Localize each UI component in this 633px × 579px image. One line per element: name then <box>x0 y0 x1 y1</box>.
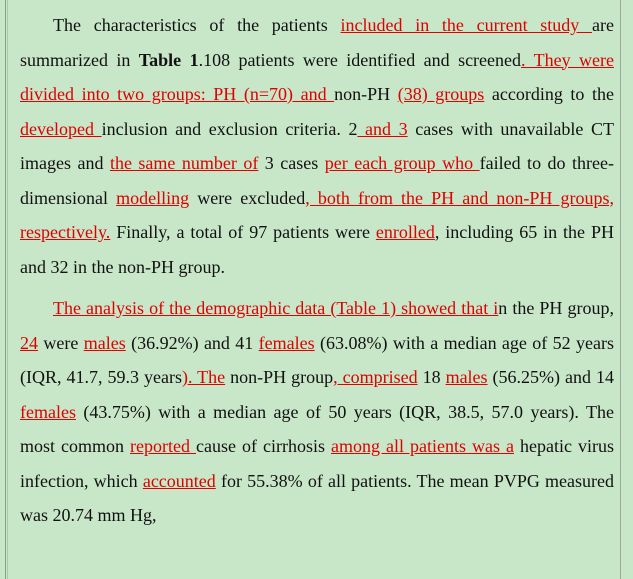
text-run: 18 <box>417 367 446 387</box>
paragraph-1[interactable] <box>20 8 614 284</box>
text-run: Finally, a total of 97 patients were <box>110 222 376 242</box>
text-run: (36.92%) and 41 <box>125 332 259 353</box>
text-run: and 32 <box>20 256 73 277</box>
tracked-insertion: 24 <box>20 332 38 353</box>
tracked-insertion: males <box>83 332 126 353</box>
tracked-insertion: , both from the PH and non-PH groups, respectively. <box>20 187 614 242</box>
tracked-insertion: the same number of <box>109 153 259 173</box>
paragraph-2[interactable] <box>20 291 614 533</box>
bold-reference: Table 1 <box>138 49 199 70</box>
comment-margin-line <box>620 0 621 579</box>
text-run: (56.25%) and 14 <box>487 367 615 387</box>
text-run: were excluded <box>189 187 306 208</box>
text-run: non-PH <box>334 84 398 104</box>
text-run: are summarized in <box>20 15 615 70</box>
text-run: n the PH group, <box>498 298 615 318</box>
margin-line <box>7 0 8 579</box>
text-run: The <box>53 15 81 35</box>
text-run: 108 patients were identified and screened <box>203 49 522 70</box>
text-run: 2 <box>348 118 358 139</box>
text-run: cases with unavailable CT images and <box>20 118 614 173</box>
tracked-insertion: The analysis of the demographic data (Table 1) showed that i <box>53 298 499 318</box>
tracked-insertion: per each group who <box>324 153 480 173</box>
text-run: in the non-PH group. <box>73 256 225 277</box>
tracked-insertion: enrolled <box>375 222 435 242</box>
tracked-insertion: and 3 <box>357 118 408 139</box>
tracked-insertion: females <box>258 332 315 353</box>
document-body[interactable] <box>20 8 614 533</box>
tracked-insertion: ). The <box>181 367 226 387</box>
text-run: (43.75%) with a median age of 50 years (IQR, 38.5, 57.0 years). The most common <box>20 401 614 456</box>
text-run: 3 cases <box>258 153 325 173</box>
tracked-insertion: modelling <box>116 187 190 208</box>
text-run: was 20.74 mm Hg, <box>20 505 157 525</box>
text-run: non-PH group <box>225 367 334 387</box>
text-run: inclusion and exclusion criteria. <box>101 118 349 139</box>
tracked-insertion: males <box>445 367 488 387</box>
tracked-insertion: (38) groups <box>397 84 485 104</box>
text-run: in the PH <box>543 222 614 242</box>
text-run: the patients <box>237 15 341 35</box>
tracked-insertion: . They were divided into two groups: PH (n=70) and <box>20 49 614 104</box>
text-run: hepatic virus infection, which <box>20 436 615 491</box>
tracked-insertion: among all patients was a <box>331 436 515 456</box>
tracked-insertion: included in the current study <box>340 15 593 35</box>
change-bar <box>5 0 6 579</box>
text-run: for 55.38% of all patients. The mean PVPG measured <box>215 470 614 491</box>
tracked-insertion: females <box>20 401 76 422</box>
tracked-insertion: , comprised <box>333 367 418 387</box>
text-run: were <box>38 332 84 353</box>
text-run: (63.08%) with a median age of 52 years (IQR, 41.7, 59.3 years <box>20 332 614 387</box>
text-run: according to the <box>484 84 614 104</box>
text-run: failed to do three-dimensional <box>20 153 614 208</box>
text-run: characteristics of <box>80 15 238 35</box>
tracked-insertion: developed <box>20 118 102 139</box>
text-run: cause of cirrhosis <box>196 436 332 456</box>
text-run: . <box>198 49 204 70</box>
tracked-insertion: accounted <box>142 470 216 491</box>
text-run: , including 65 <box>434 222 544 242</box>
tracked-insertion: reported <box>130 436 197 456</box>
